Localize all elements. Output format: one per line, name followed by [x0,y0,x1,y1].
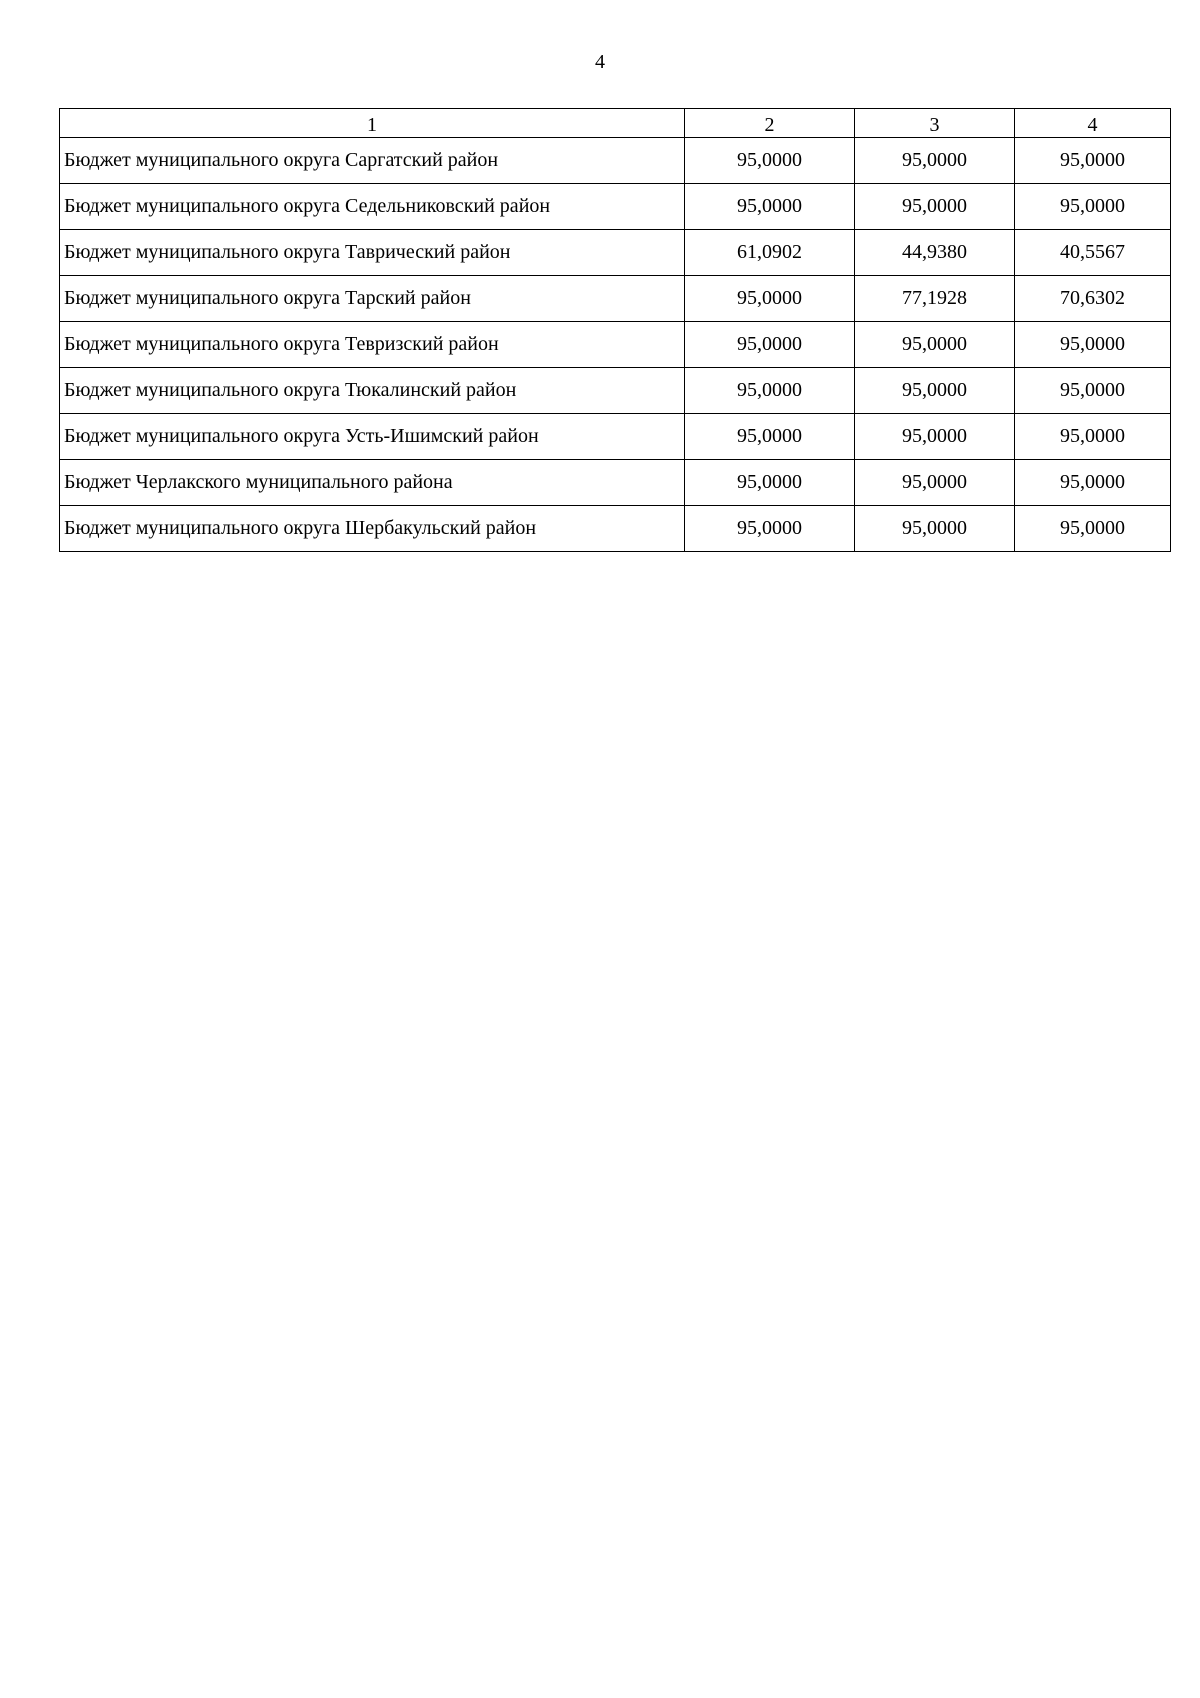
column-header-2: 2 [685,109,855,138]
value-cell-col3: 95,0000 [855,368,1015,414]
value-cell-col2: 95,0000 [685,460,855,506]
value-cell-col4: 95,0000 [1015,460,1171,506]
budget-name-cell: Бюджет муниципального округа Тюкалинский район [60,368,685,414]
budget-name-cell: Бюджет муниципального округа Тарский район [60,276,685,322]
value-cell-col3: 77,1928 [855,276,1015,322]
value-cell-col3: 95,0000 [855,506,1015,552]
value-cell-col2: 61,0902 [685,230,855,276]
value-cell-col4: 95,0000 [1015,414,1171,460]
budget-table [59,108,1171,552]
value-cell-col2: 95,0000 [685,138,855,184]
table-row [60,184,1171,230]
value-cell-col2: 95,0000 [685,368,855,414]
value-cell-col4: 70,6302 [1015,276,1171,322]
budget-name-cell: Бюджет муниципального округа Саргатский район [60,138,685,184]
table-row [60,230,1171,276]
value-cell-col4: 95,0000 [1015,322,1171,368]
value-cell-col2: 95,0000 [685,414,855,460]
value-cell-col3: 95,0000 [855,138,1015,184]
value-cell-col4: 95,0000 [1015,506,1171,552]
value-cell-col3: 95,0000 [855,460,1015,506]
value-cell-col2: 95,0000 [685,322,855,368]
budget-name-cell: Бюджет муниципального округа Шербакульский район [60,506,685,552]
value-cell-col2: 95,0000 [685,506,855,552]
header-row [60,109,1171,138]
value-cell-col4: 95,0000 [1015,184,1171,230]
value-cell-col3: 95,0000 [855,414,1015,460]
table-row [60,460,1171,506]
table-row [60,138,1171,184]
table-body [60,138,1171,552]
budget-name-cell: Бюджет муниципального округа Таврический район [60,230,685,276]
value-cell-col3: 95,0000 [855,184,1015,230]
budget-name-cell: Бюджет Черлакского муниципального района [60,460,685,506]
table-row [60,368,1171,414]
value-cell-col2: 95,0000 [685,184,855,230]
value-cell-col3: 95,0000 [855,322,1015,368]
budget-name-cell: Бюджет муниципального округа Седельниковский район [60,184,685,230]
table-row [60,322,1171,368]
value-cell-col2: 95,0000 [685,276,855,322]
budget-name-cell: Бюджет муниципального округа Усть-Ишимский район [60,414,685,460]
budget-name-cell: Бюджет муниципального округа Тевризский район [60,322,685,368]
table-row [60,276,1171,322]
table-row [60,414,1171,460]
value-cell-col4: 40,5567 [1015,230,1171,276]
value-cell-col4: 95,0000 [1015,138,1171,184]
column-header-3: 3 [855,109,1015,138]
table-header [60,109,1171,138]
page-number: 4 [595,51,605,73]
column-header-1: 1 [60,109,685,138]
table-row [60,506,1171,552]
value-cell-col3: 44,9380 [855,230,1015,276]
value-cell-col4: 95,0000 [1015,368,1171,414]
column-header-4: 4 [1015,109,1171,138]
